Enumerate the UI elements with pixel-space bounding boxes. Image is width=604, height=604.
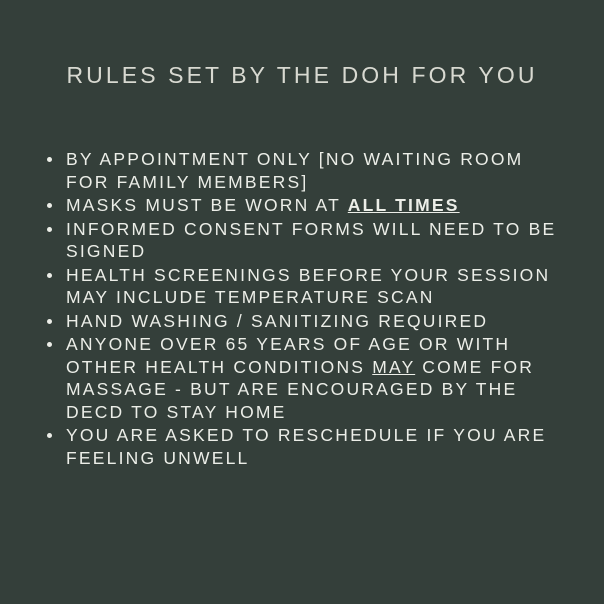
list-item	[44, 264, 574, 309]
rule-text-segment: MASKS MUST BE WORN AT	[66, 195, 348, 215]
rule-text-segment: INFORMED CONSENT FORMS WILL NEED TO BE SIGNED	[66, 218, 557, 261]
list-item	[44, 333, 574, 423]
list-item	[44, 310, 574, 333]
rule-text-segment: YOU ARE ASKED TO RESCHEDULE IF YOU ARE FEELING UNWELL	[66, 425, 547, 468]
rule-text-segment: COME FOR MASSAGE - BUT ARE ENCOURAGED BY THE DECD TO STAY HOME	[66, 356, 535, 422]
page-title: RULES SET BY THE DOH FOR YOU	[66, 62, 538, 88]
list-item	[44, 424, 574, 469]
list-item	[44, 218, 574, 263]
list-item	[44, 194, 574, 217]
rule-text-segment: HAND WASHING / SANITIZING REQUIRED	[66, 310, 489, 331]
rule-text-segment: BY APPOINTMENT ONLY [NO WAITING ROOM FOR FAMILY MEMBERS]	[66, 149, 524, 192]
rule-text-segment: ALL TIMES	[347, 195, 460, 215]
rule-text-segment: HEALTH SCREENINGS BEFORE YOUR SESSION MAY INCLUDE TEMPERATURE SCAN	[66, 264, 551, 307]
rules-list	[44, 148, 574, 470]
rule-text-segment: MAY	[372, 356, 416, 377]
list-item	[44, 148, 574, 193]
rule-text-segment: ANYONE OVER 65 YEARS OF AGE OR WITH OTHER HEALTH CONDITIONS	[66, 334, 511, 377]
